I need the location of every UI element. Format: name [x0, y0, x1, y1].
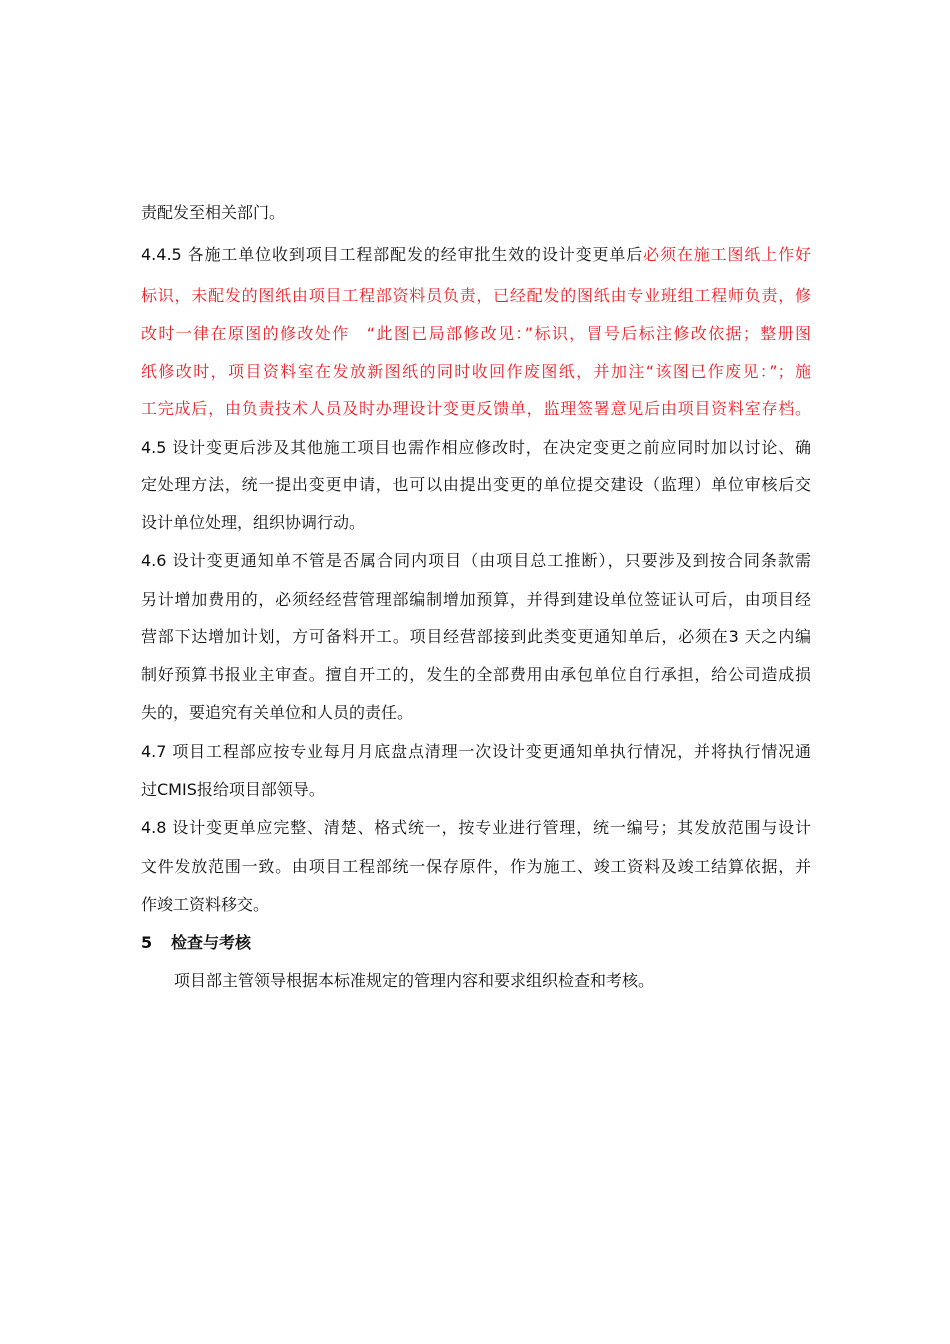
section-title: 检查与考核	[171, 933, 252, 952]
highlighted-text-line: 标识，未配发的图纸由项目工程部资料员负责，已经配发的图纸由专业班组工程师负责，修	[141, 286, 811, 305]
highlighted-text-line: 改时一律在原图的修改处作 “此图已局部修改见：”标识，冒号后标注修改依据；整册图	[141, 324, 811, 343]
clause-4-4-5-text: 4.4.5 各施工单位收到项目工程部配发的经审批生效的设计变更单后	[141, 245, 644, 264]
text-line: 另计增加费用的，必须经经营管理部编制增加预算，并得到建设单位签证认可后，由项目经	[141, 590, 811, 609]
highlighted-text-line: 纸修改时，项目资料室在发放新图纸的同时收回作废图纸，并加注“该图已作废见：”；施	[141, 362, 811, 381]
highlighted-text-line: 工完成后，由负责技术人员及时办理设计变更反馈单，监理签署意见后由项目资料室存档。	[141, 399, 811, 418]
clause-4-6: 4.6 设计变更通知单不管是否属合同内项目（由项目总工推断），只要涉及到按合同条款需	[141, 551, 811, 570]
text-line: 定处理方法，统一提出变更申请，也可以由提出变更的单位提交建设（监理）单位审核后交	[141, 475, 811, 494]
text-line: 失的，要追究有关单位和人员的责任。	[141, 703, 414, 722]
highlighted-text: 必须在施工图纸上作好	[643, 245, 811, 264]
clause-4-8: 4.8 设计变更单应完整、清楚、格式统一，按专业进行管理，统一编号；其发放范围与设计	[141, 818, 811, 837]
clause-4-4-5	[141, 245, 811, 265]
text-line: 营部下达增加计划，方可备料开工。项目经营部接到此类变更通知单后，必须在3 天之内编	[141, 627, 811, 646]
text-line: 文件发放范围一致。由项目工程部统一保存原件，作为施工、竣工资料及竣工结算依据，并	[141, 857, 811, 876]
text-line: 责配发至相关部门。	[141, 203, 286, 222]
text-line: 设计单位处理，组织协调行动。	[141, 513, 366, 532]
section-number: 5	[141, 933, 153, 952]
text-line: 制好预算书报业主审查。擅自开工的，发生的全部费用由承包单位自行承担，给公司造成损	[141, 665, 811, 684]
text-line: 过CMIS报给项目部领导。	[141, 780, 325, 799]
text-line: 作竣工资料移交。	[141, 895, 270, 914]
clause-4-7: 4.7 项目工程部应按专业每月月底盘点清理一次设计变更通知单执行情况，并将执行情况通	[141, 742, 811, 761]
text-line: 项目部主管领导根据本标准规定的管理内容和要求组织检查和考核。	[174, 971, 655, 990]
section-heading	[141, 933, 811, 953]
clause-4-5: 4.5 设计变更后涉及其他施工项目也需作相应修改时，在决定变更之前应同时加以讨论、确	[141, 438, 811, 457]
